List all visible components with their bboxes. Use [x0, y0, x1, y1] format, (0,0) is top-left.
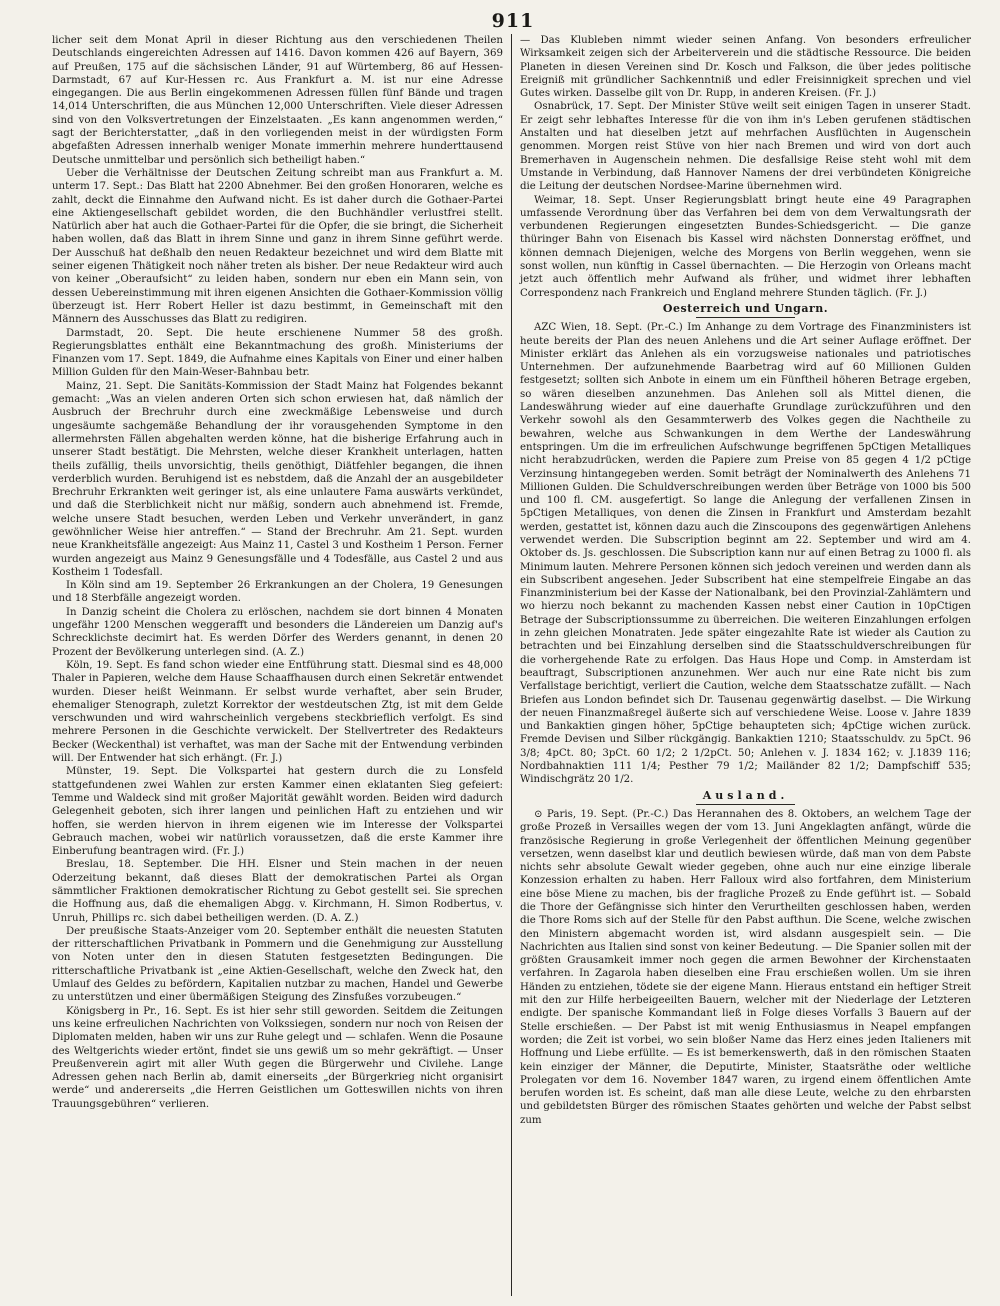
article-paragraph: — Das Klubleben nimmt wieder seinen Anfang. Von besonders erfreulicher Wirksamkeit zeigen sich der Arbeiterverein und die städtische Ressource. Die beiden Planeten in diesen Vereinen sind Dr. Kosch und Falkson, die über jedes politische Ereigniß mit gründlicher Sachkenntniß und edler Freisinnigkeit sprechen und viel Gutes wirken. Dasselbe gilt von Dr. Rupp, in anderen Kreisen. (Fr. J.): [520, 35, 971, 100]
article-paragraph: AZC Wien, 18. Sept. (Pr.-C.) Im Anhange zu dem Vortrage des Finanzministers ist heute bereits der Plan des neuen Anlehens und die Art seiner Auflage eröffnet. Der Minister erklärt das Anlehen als ein vorzugsweise nationales und patriotisches Unternehmen. Der aufzunehmende Baarbetrag wird auf 60 Millionen Gulden festgesetzt; sollten sich Anbote in einem um ein Fünftheil höheren Betrage ergeben, so wären dieselben anzunehmen. Das Anlehen soll als Mittel dienen, die Landeswährung wieder auf eine dauerhafte Grundlage zurückzuführen und den Verkehr sowohl als den Gesammterwerb des Volkes gegen die Nachtheile zu bewahren, welche aus Schwankungen in dem Werthe der Landeswährung entspringen. Um die im erfreulichen Aufschwunge begriffenen 5pCtigen Metalliques nicht herabzudrücken, werden die Papiere zum Preise von 85 gegen 4 1/2 pCtige Verzinsung hintangegeben werden. Somit beträgt der Nominalwerth des Anlehens 71 Millionen Gulden. Die Schuldverschreibungen werden über Beträge von 1000 bis 500 und 100 fl. CM. ausgefertigt. So lange die Anlegung der verfallenen Zinsen in 5pCtigen Metalliques, von denen die Zinsen in Frankfurt und Amsterdam bezahlt werden, gestattet ist, können dazu auch die Zinscoupons des gegenwärtigen Anlehens verwendet werden. Die Subscription beginnt am 22. September und wird am 4. Oktober ds. Js. geschlossen. Die Subscription kann nur auf einen Betrag zu 1000 fl. als Minimum lauten. Mehrere Personen können sich jedoch vereinen und werden dann als ein Subscribent angesehen. Jeder Subscribent hat eine stempelfreie Eingabe an das Finanzministerium bei der Kasse der Nationalbank, bei den Provinzial-Zahlämtern und wo hierzu noch bekannt zu machenden Kassen nebst einer Caution in 10pCtigen Betrage der Subscriptionssumme zu überreichen. Die weiteren Einzahlungen erfolgen in zehn gleichen Monatraten. Jede später eingezahlte Rate ist wieder als Caution zu betrachten und bei Einzahlung derselben sind die Staatsschuldverschreibungen für die vorhergehende Rate zu erfolgen. Das Haus Hope und Comp. in Amsterdam ist beauftragt, Subscriptionen anzunehmen. Wer auch nur eine Rate nicht bis zum Verfallstage berichtigt, verliert die Caution, welche dem Staatsschatze zufällt. — Nach Briefen aus London befindet sich Dr. Tausenau gegenwärtig daselbst. — Die Wirkung der neuen Finanzmaßregel äußerte sich auf verschiedene Weise. Loose v. Jahre 1839 und Bankaktien gingen höher, 5pCtige behaupteten sich; 4pCtige wichen zurück. Fremde Devisen und Silber rückgängig. Bankaktien 1210; Staatsschuldv. zu 5pCt. 96 3/8; 4pCt. 80; 3pCt. 60 1/2; 2 1/2pCt. 50; Anlehen v. J. 1834 162; v. J.1839 116; Nordbahnaktien 111 1/4; Pesther 79 1/2; Mailänder 82 1/2; Dampfschiff 535; Windischgrätz 20 1/2.: [520, 322, 971, 786]
article-paragraph: ⊙ Paris, 19. Sept. (Pr.-C.) Das Herannahen des 8. Oktobers, an welchem Tage der große Prozeß in Versailles wegen der vom 13. Juni Angeklagten anfängt, würde die französische Regierung in große Verlegenheit der öffentlichen Meinung gegenüber versetzen, wenn daselbst klar und deutlich bewiesen würde, daß man von dem Pabste nichts sehr absolute Gewalt wieder gegeben, ohne auch nur eine einzige liberale Konzession erhalten zu haben. Herr Falloux wird also fortfahren, dem Ministerium eine böse Miene zu machen, bis der fragliche Prozeß zu Ende geführt ist. — Sobald die Thore der Gefängnisse sich hinter den Verurtheilten geschlossen haben, werden die Thore Roms sich auf der Stelle für den Pabst aufthun. Die Scene, welche zwischen den Ministern abgemacht worden ist, wird alsdann ausgespielt sein. — Die Nachrichten aus Italien sind sonst von keiner Bedeutung. — Die Spanier sollen mit der größten Grausamkeit immer noch gegen die armen Bewohner der Kirchenstaaten verfahren. In Zagarola haben dieselben eine Frau erschießen wollen. Um sie ihren Händen zu entziehen, tödete sie der eigene Mann. Hieraus entstand ein heftiger Streit mit den zur Hilfe herbeigeeilten Bauern, welcher mit der Niederlage der Letzteren endigte. Der spanische Kommandant ließ in Folge dieses Vorfalls 3 Bauern auf der Stelle erschießen. — Der Pabst ist mit wenig Enthusiasmus in Neapel empfangen worden; die Zeit ist vorbei, wo sein bloßer Name das Herz eines jeden Italieners mit Hoffnung und Liebe erfüllte. — Es ist bemerkenswerth, daß in den römischen Staaten kein einziger der Männer, die Deputirte, Minister, Staatsräthe oder weltliche Prolegaten vor dem 16. November 1847 waren, zu irgend einem öffentlichen Amte berufen worden ist. Es scheint, daß man alle diese Leute, welche zu den ehrbarsten und gebildetsten Bürger des römischen Staates gehörten und welche der Pabst selbst zum: [520, 808, 971, 1126]
article-paragraph: licher seit dem Monat April in dieser Richtung aus den verschiedenen Theilen Deutschlands eingereichten Adressen auf 1416. Davon kommen 426 auf Bayern, 369 auf Preußen, 175 auf die sächsischen Länder, 91 auf Würtemberg, 86 auf Hessen-Darmstadt, 67 auf Kur-Hessen rc. Aus Frankfurt a. M. ist nur eine Adresse eingegangen. Die aus Berlin eingekommenen Adressen füllen fünf Bände und tragen 14,014 Unterschriften, die aus München 12,000 Unterschriften. Viele dieser Adressen sind von den Volksvertretungen der Einzelstaaten. „Es kann angenommen werden,“ sagt der Berichterstatter, „daß in den vorliegenden meist in der würdigsten Form abgefaßten Adressen innerhalb weniger Monate immerhin mehrere hunderttausend Deutsche unmittelbar und persönlich sich betheiligt haben.“: [52, 35, 503, 166]
article-paragraph: Königsberg in Pr., 16. Sept. Es ist hier sehr still geworden. Seitdem die Zeitungen uns keine erfreulichen Nachrichten von Volkssiegen, sondern nur noch von Reisen der Diplomaten melden, haben wir uns zur Ruhe gelegt und — schlafen. Wenn die Posaune des Weltgerichts wieder ertönt, findet sie uns gewiß um so mehr gekräftigt. — Unser Preußenverein agirt mit aller Wuth gegen die Bürgerwehr und Civilehe. Lange Adressen gehen nach Berlin ab, damit einerseits „der Bürgerkrieg nicht organisirt werde“ und andererseits „die Herren Geistlichen um Gotteswillen nichts von ihren Trauungsgebühren“ verlieren.: [52, 1005, 503, 1110]
right-column: [512, 34, 971, 1296]
left-column: [52, 34, 511, 1296]
article-paragraph: Breslau, 18. September. Die HH. Elsner und Stein machen in der neuen Oderzeitung bekannt, daß dieses Blatt der demokratischen Partei als Organ sämmtlicher Fraktionen demokratischer Richtung zu Gebot gestellt sei. Sie sprechen die Hoffnung aus, daß die ehemaligen Abgg. v. Kirchmann, H. Simon Rodbertus, v. Unruh, Phillips rc. sich dabei betheiligen werden. (D. A. Z.): [52, 859, 503, 924]
article-paragraph: Münster, 19. Sept. Die Volkspartei hat gestern durch die zu Lonsfeld stattgefundenen zwei Wahlen zur ersten Kammer einen eklatanten Sieg gefeiert: Temme und Waldeck sind mit großer Majorität gewählt worden. Beiden wird dadurch Gelegenheit geboten, sich ihrer langen und peinlichen Haft zu entziehen und wir hoffen, sie werden hiervon in ihrem eigenen wie im Interesse der Volkspartei Gebrauch machen, wobei wir natürlich voraussetzen, daß die erste Kammer ihre Einberufung beantragen wird. (Fr. J.): [52, 766, 503, 858]
article-paragraph: Köln, 19. Sept. Es fand schon wieder eine Entführung statt. Diesmal sind es 48,000 Thaler in Papieren, welche dem Hause Schaaffhausen durch einen Sekretär entwendet wurden. Dieser heißt Weinmann. Er selbst wurde verhaftet, aber sein Bruder, ehemaliger Stenograph, zuletzt Korrektor der westdeutschen Ztg, ist mit dem Gelde verschwunden und wird wahrscheinlich vergebens steckbrieflich verfolgt. Es sind mehrere Personen in die Geschichte verwickelt. Der Stellvertreter des Redakteurs Becker (Weckenthal) ist verhaftet, was man der Sache mit der Entwendung verbinden will. Der Entwender hat sich erhängt. (Fr. J.): [52, 659, 503, 765]
section-heading-ausland: Ausland.: [702, 788, 789, 802]
columns: [52, 34, 974, 1296]
section-heading-austria: Oesterreich und Ungarn.: [662, 301, 829, 315]
article-paragraph: Der preußische Staats-Anzeiger vom 20. September enthält die neuesten Statuten der ritterschaftlichen Privatbank in Pommern und die Genehmigung zur Ausstellung von Noten unter den in diesen Statuten festgesetzten Bedingungen. Die ritterschaftliche Privatbank ist „eine Aktien-Gesellschaft, welche den Zweck hat, den Umlauf des Geldes zu befördern, Kapitalien nutzbar zu machen, Handel und Gewerbe zu unterstützen und einer übermäßigen Steigung des Zinsfußes vorzubeugen.“: [52, 925, 503, 1004]
article-paragraph: Weimar, 18. Sept. Unser Regierungsblatt bringt heute eine 49 Paragraphen umfassende Verordnung über das Verfahren bei dem von dem Verwaltungsrath der verbundenen Regierungen eingesetzten Bundes-Schiedsgericht. — Die ganze thüringer Bahn von Eisenach bis Kassel wird nächsten Donnerstag eröffnet, und können demnach Diejenigen, welche des Morgens von Berlin weggehen, wenn sie sonst wollen, nun künftig in Cassel übernachten. — Die Herzogin von Orleans macht jetzt auch öffentlich mehr Aufwand als früher, und widmet ihrer lebhaften Correspondenz nach Frankreich und England mehrere Stunden täglich. (Fr. J.): [520, 194, 971, 299]
article-paragraph: Ueber die Verhältnisse der Deutschen Zeitung schreibt man aus Frankfurt a. M. unterm 17. Sept.: Das Blatt hat 2200 Abnehmer. Bei den großen Honoraren, welche es zahlt, deckt die Einnahme den Aufwand nicht. Es ist daher durch die Gothaer-Partei eine Aktiengesellschaft gebildet worden, die den Buchhändler verlustfrei stellt. Natürlich aber hat auch die Gothaer-Partei für die Opfer, die sie bringt, die Sicherheit haben wollen, daß das Blatt in ihrem Sinne und ganz in ihrem Sinne geführt werde. Der Ausschuß hat deßhalb den neuen Redakteur bezeichnet und wird dem Blatte mit seiner eigenen Thätigkeit noch näher treten als bisher. Der neue Redakteur wird auch von keiner „Oberaufsicht“ zu leiden haben, sondern nur eben ein Mann sein, von dessen Uebereinstimmung mit ihren eigenen Ansichten die Gothaer-Kommission völlig überzeugt ist. Herr Robert Heller ist dazu bestimmt, in Gemeinschaft mit den Männern des Ausschusses das Blatt zu redigiren.: [52, 167, 503, 326]
page-number: 911: [491, 10, 535, 32]
article-paragraph: Osnabrück, 17. Sept. Der Minister Stüve weilt seit einigen Tagen in unserer Stadt. Er zeigt sehr lebhaftes Interesse für die von ihm in's Leben gerufenen städtischen Anstalten und hat dieselben jetzt auf mehrfachen Ausflüchten in Augenschein genommen. Morgen reist Stüve von hier nach Bremen und wird von dort auch Bremerhaven in Augenschein nehmen. Die desfallsige Reise steht wohl mit dem Umstande in Verbindung, daß Hannover Namens der drei verbündeten Königreiche die Leitung der deutschen Nordsee-Marine übernehmen wird.: [520, 101, 971, 193]
article-paragraph: Darmstadt, 20. Sept. Die heute erschienene Nummer 58 des großh. Regierungsblattes enthält eine Bekanntmachung des großh. Ministeriums der Finanzen vom 17. Sept. 1849, die Aufnahme eines Kapitals von Einer und einer halben Million Gulden für den Main-Weser-Bahnbau betr.: [52, 327, 503, 379]
section-divider: [696, 804, 795, 805]
article-paragraph: Mainz, 21. Sept. Die Sanitäts-Kommission der Stadt Mainz hat Folgendes bekannt gemacht: „Was an vielen anderen Orten sich schon erwiesen hat, daß nämlich der Ausbruch der Brechruhr durch eine zweckmäßige Lebensweise und durch ungesäumte sachgemäße Behandlung der ihr vorausgehenden Symptome in den allermehrsten Fällen abgehalten werden könne, hat die bisherige Erfahrung auch in unserer Stadt bestätigt. Die Mehrsten, welche dieser Krankheit unterlagen, hatten theils zufällig, theils unvorsichtig, theils genöthigt, Diätfehler begangen, die ihnen verderblich wurden. Beruhigend ist es nebstdem, daß die Anzahl der an ausgebildeter Brechruhr Erkrankten weit geringer ist, als eine unlautere Fama auswärts verkündet, und daß die Sterblichkeit nicht nur mäßig, sondern auch abnehmend ist. Fremde, welche unsere Stadt besuchen, werden Leben und Verkehr unverändert, in ganz gewöhnlicher Weise hier antreffen.“ — Stand der Brechruhr. Am 21. Sept. wurden neue Krankheitsfälle angezeigt: Aus Mainz 11, Castel 3 und Kostheim 1 Person. Ferner wurden angezeigt aus Mainz 9 Genesungsfälle und 4 Todesfälle, aus Castel 2 und aus Kostheim 1 Todesfall.: [52, 380, 503, 578]
section-divider: [696, 317, 795, 318]
article-paragraph: In Köln sind am 19. September 26 Erkrankungen an der Cholera, 19 Genesungen und 18 Sterbfälle angezeigt worden.: [52, 580, 503, 605]
article-paragraph: In Danzig scheint die Cholera zu erlöschen, nachdem sie dort binnen 4 Monaten ungefähr 1200 Menschen weggerafft und besonders die Ländereien um Danzig auf's Schrecklichste decimirt hat. Es werden Dörfer des Werders genannt, in denen 20 Prozent der Bevölkerung unterlegen sind. (A. Z.): [52, 606, 503, 658]
